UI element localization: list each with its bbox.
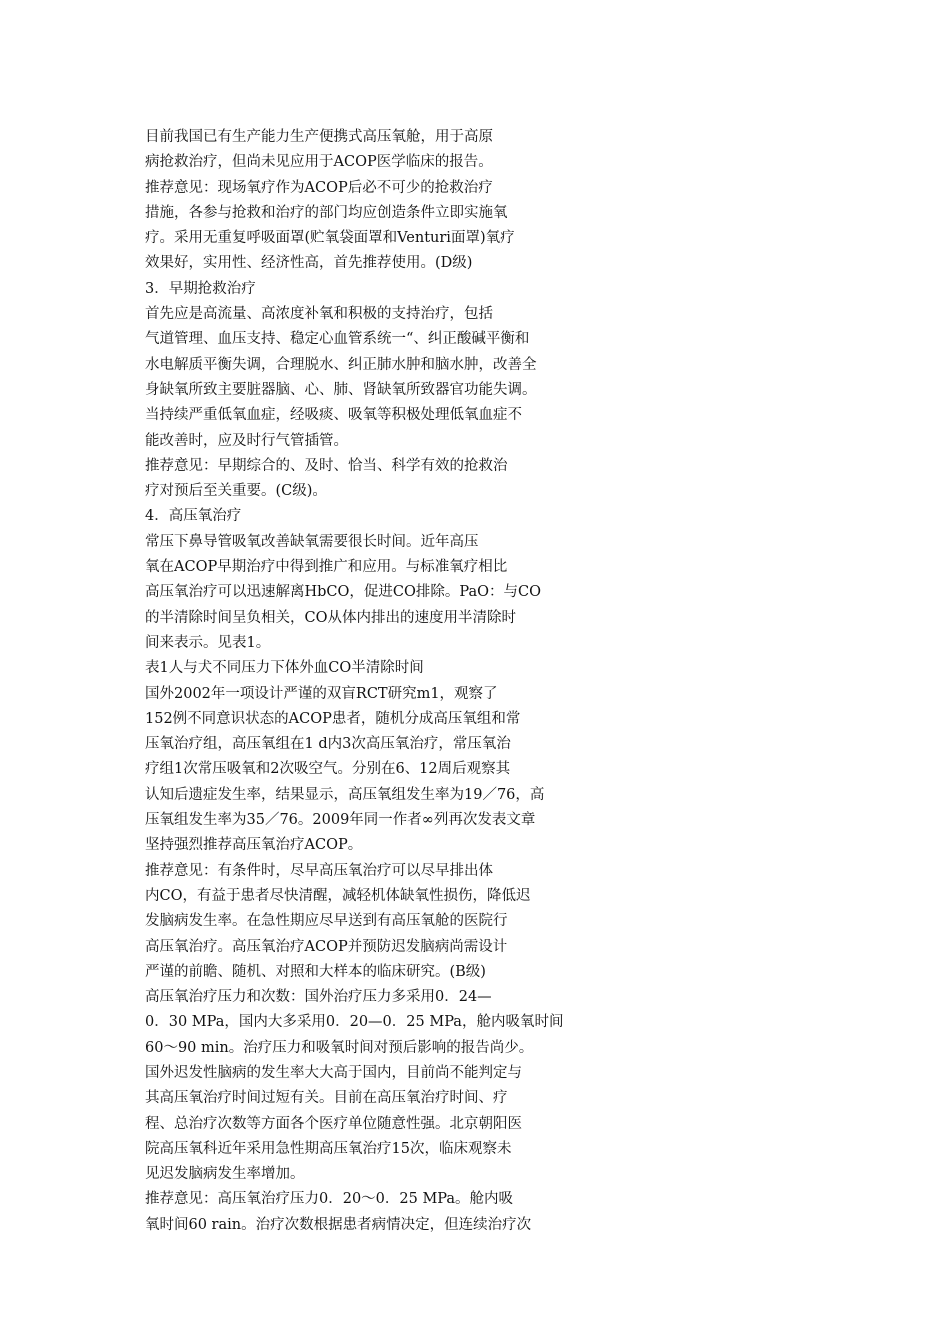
text-line: 高压氧治疗。高压氧治疗ACOP并预防迟发脑病尚需设计 xyxy=(145,938,508,955)
text-line: 压氧组发生率为35／76。2009年同一作者∞列再次发表文章 xyxy=(145,812,536,829)
text-line: 国外2002年一项设计严谨的双盲RCT研究m1，观察了 xyxy=(145,685,498,702)
text-line: 常压下鼻导管吸氧改善缺氧需要很长时间。近年高压 xyxy=(145,533,479,550)
text-line: 程、总治疗次数等方面各个医疗单位随意性强。北京朝阳医 xyxy=(145,1115,522,1132)
text-line: 压氧治疗组，高压氧组在1 d内3次高压氧治疗，常压氧治 xyxy=(145,736,511,753)
text-line: 病抢救治疗，但尚未见应用于ACOP医学临床的报告。 xyxy=(145,154,493,171)
text-line: 推荐意见：现场氧疗作为ACOP后必不可少的抢救治疗 xyxy=(145,179,493,196)
text-line: 效果好，实用性、经济性高，首先推荐使用。(D级) xyxy=(145,255,473,272)
document-body xyxy=(145,125,615,1238)
text-line: 60～90 min。治疗压力和吸氧时间对预后影响的报告尚少。 xyxy=(145,1039,534,1056)
text-line: 152例不同意识状态的ACOP患者，随机分成高压氧组和常 xyxy=(145,710,521,727)
text-line: 能改善时，应及时行气管插管。 xyxy=(145,432,348,449)
text-line: 3．早期抢救治疗 xyxy=(145,280,256,297)
text-line: 氧时间60 rain。治疗次数根据患者病情决定，但连续治疗次 xyxy=(145,1216,532,1233)
text-line: 气道管理、血压支持、稳定心血管系统一“、纠正酸碱平衡和 xyxy=(145,331,530,348)
text-line: 见迟发脑病发生率增加。 xyxy=(145,1166,305,1183)
text-line: 院高压氧科近年采用急性期高压氧治疗15次，临床观察未 xyxy=(145,1140,512,1157)
text-line: 推荐意见：高压氧治疗压力0．20～0．25 MPa。舱内吸 xyxy=(145,1191,514,1208)
text-line: 目前我国已有生产能力生产便携式高压氧舱，用于高原 xyxy=(145,129,493,145)
text-line: 0．30 MPa，国内大多采用0．20—0．25 MPa，舱内吸氧时间 xyxy=(145,1014,564,1031)
text-line: 疗。采用无重复呼吸面罩(贮氧袋面罩和Venturi面罩)氧疗 xyxy=(145,230,515,247)
text-line: 发脑病发生率。在急性期应尽早送到有高压氧舱的医院行 xyxy=(145,913,508,930)
text-line: 国外迟发性脑病的发生率大大高于国内，目前尚不能判定与 xyxy=(145,1064,522,1081)
text-line: 疗组1次常压吸氧和2次吸空气。分别在6、12周后观察其 xyxy=(145,761,511,778)
text-line: 表1人与犬不同压力下体外血CO半清除时间 xyxy=(145,660,424,677)
text-line: 氧在ACOP早期治疗中得到推广和应用。与标准氧疗相比 xyxy=(145,559,508,576)
text-line: 认知后遗症发生率，结果显示，高压氧组发生率为19／76，高 xyxy=(145,786,545,803)
text-line: 间来表示。见表1。 xyxy=(145,634,271,651)
text-line: 严谨的前瞻、随机、对照和大样本的临床研究。(B级) xyxy=(145,963,486,980)
text-line: 推荐意见：有条件时，尽早高压氧治疗可以尽早排出体 xyxy=(145,862,493,879)
text-line: 其高压氧治疗时间过短有关。目前在高压氧治疗时间、疗 xyxy=(145,1090,508,1107)
text-line: 高压氧治疗压力和次数：国外治疗压力多采用0．24— xyxy=(145,989,492,1006)
text-line: 措施，各参与抢救和治疗的部门均应创造条件立即实施氧 xyxy=(145,204,508,221)
text-line: 4．高压氧治疗 xyxy=(145,508,242,525)
text-line: 首先应是高流量、高浓度补氧和积极的支持治疗，包括 xyxy=(145,306,493,323)
text-line: 当持续严重低氧血症，经吸痰、吸氧等积极处理低氧血症不 xyxy=(145,407,522,424)
text-line: 身缺氧所致主要脏器脑、心、肺、肾缺氧所致器官功能失调。 xyxy=(145,381,537,398)
text-line: 水电解质平衡失调，合理脱水、纠正肺水肿和脑水肿，改善全 xyxy=(145,356,537,373)
text-line: 内CO，有益于患者尽快清醒，减轻机体缺氧性损伤，降低迟 xyxy=(145,887,531,904)
text-line: 坚持强烈推荐高压氧治疗ACOP。 xyxy=(145,837,363,854)
text-line: 高压氧治疗可以迅速解离HbCO，促进CO排除。PaO：与CO xyxy=(145,584,542,601)
text-line: 的半清除时间呈负相关，CO从体内排出的速度用半清除时 xyxy=(145,609,516,626)
text-line: 疗对预后至关重要。(C级)。 xyxy=(145,483,327,500)
text-line: 推荐意见：早期综合的、及时、恰当、科学有效的抢救治 xyxy=(145,457,508,474)
